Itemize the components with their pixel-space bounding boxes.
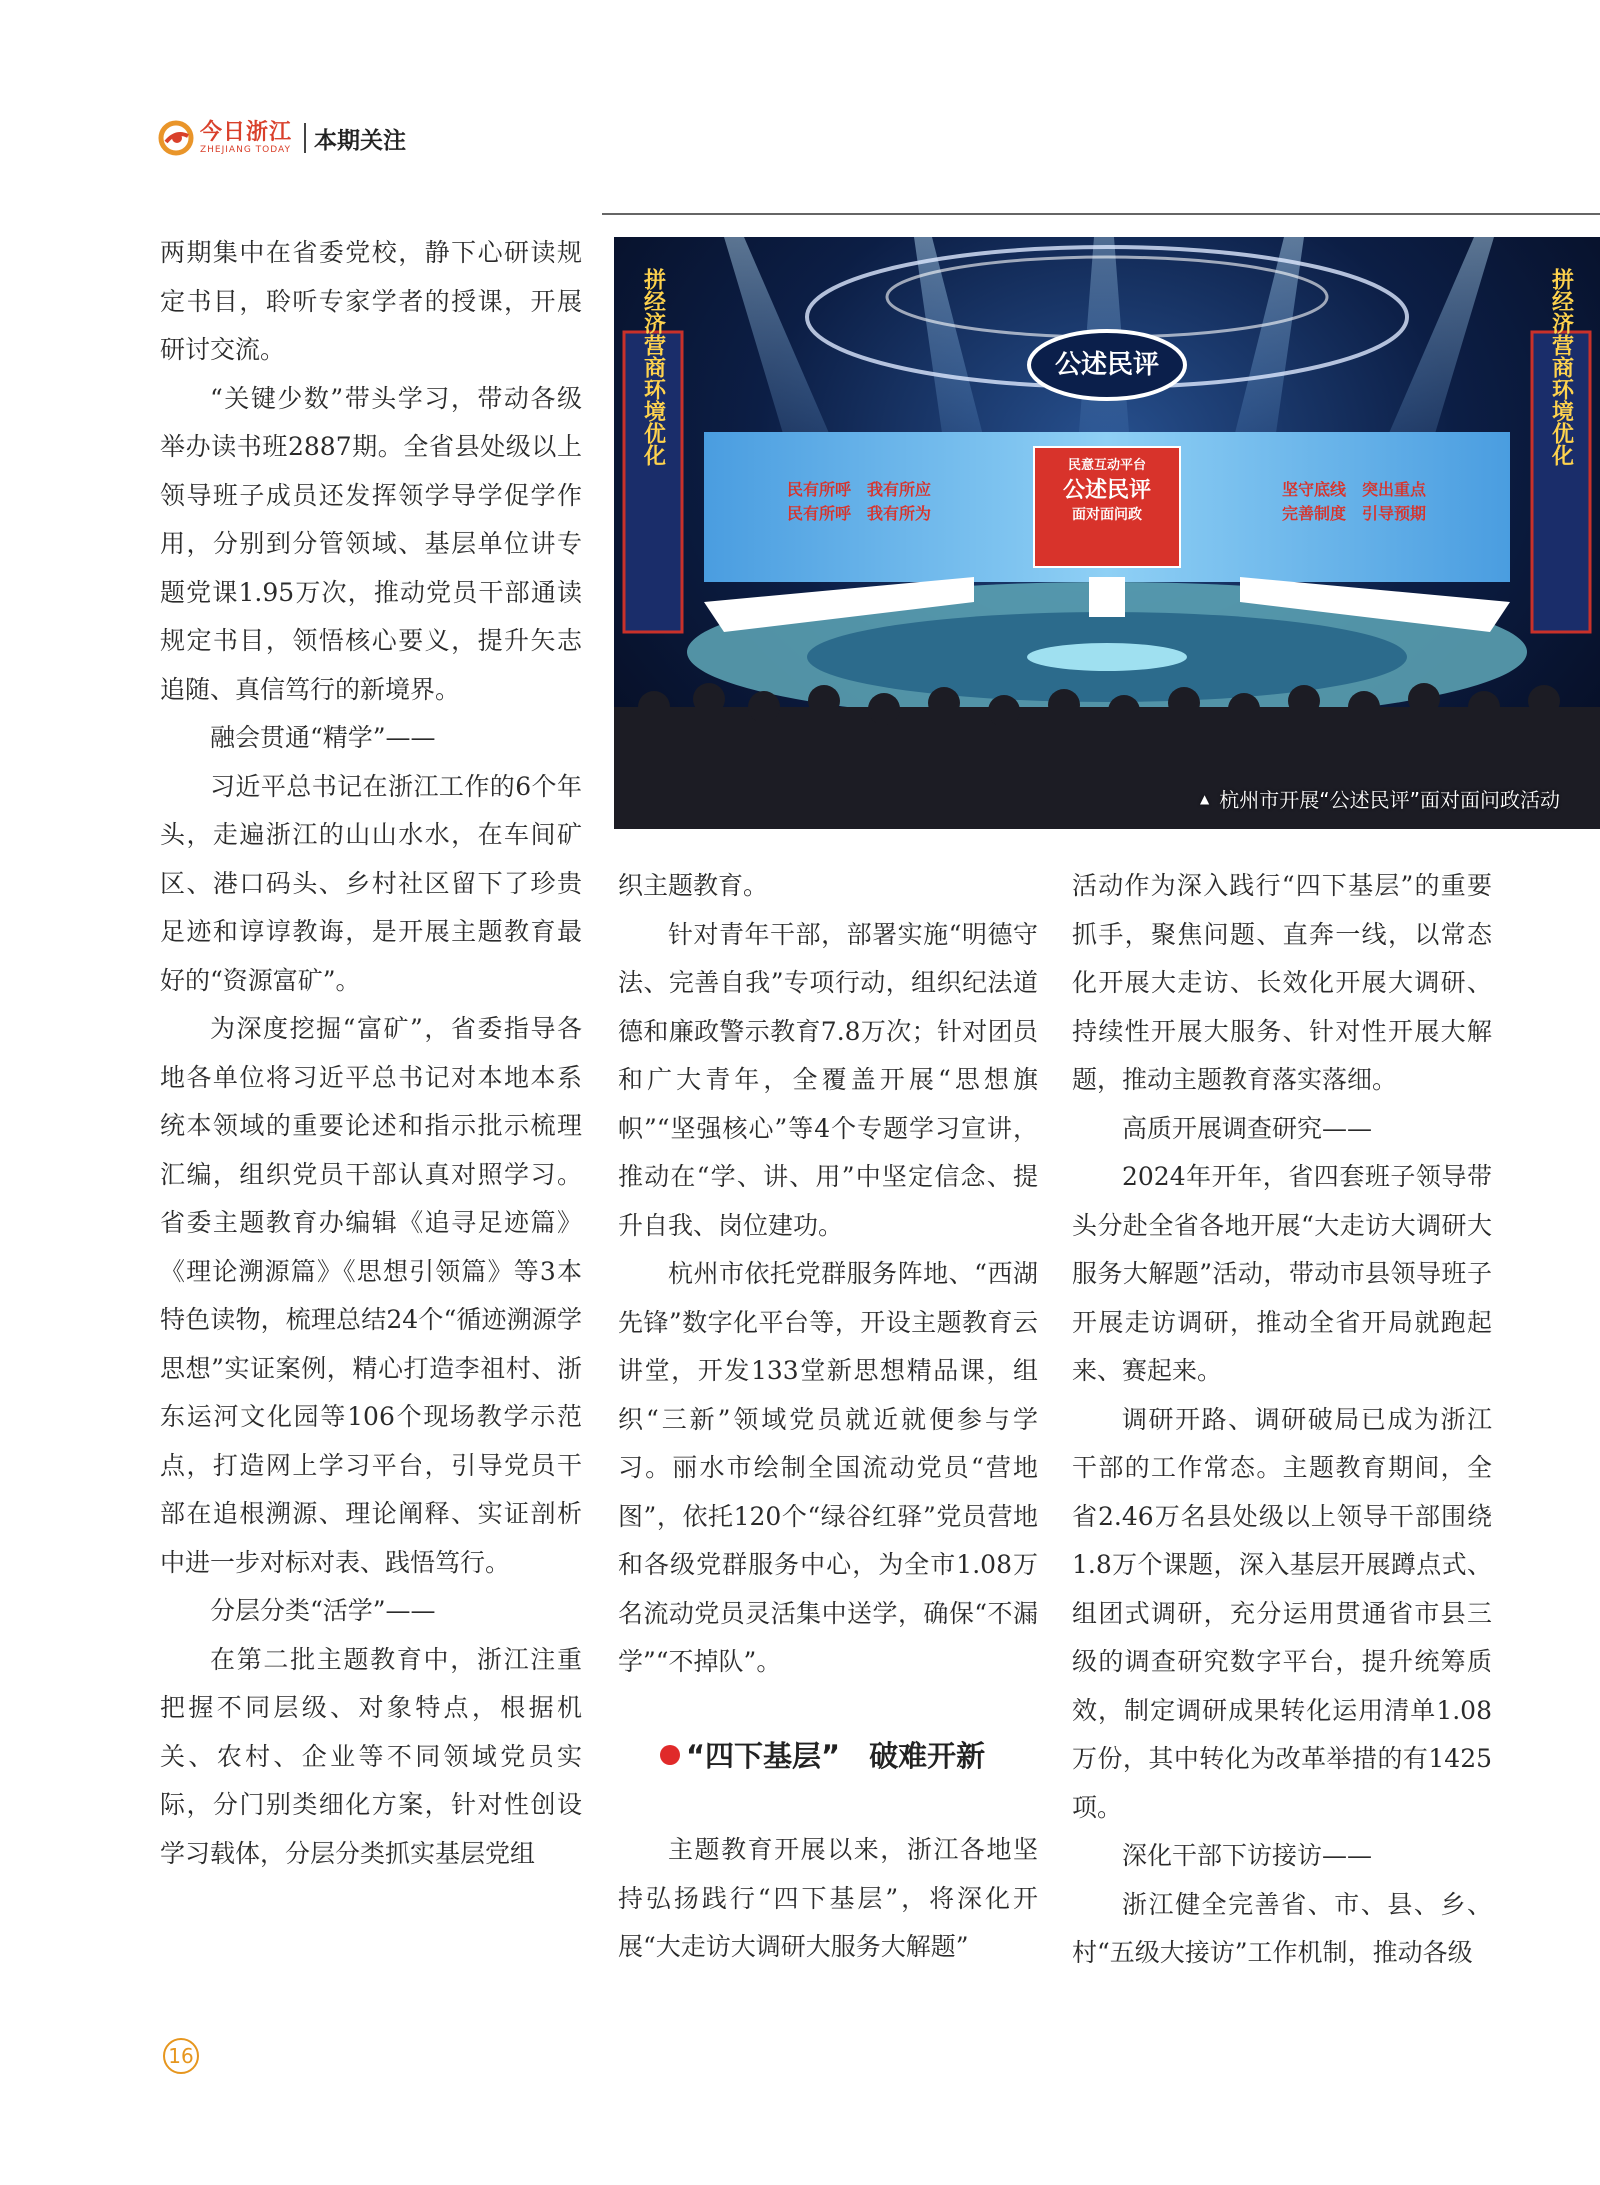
- screen-top-text: 民意互动平台: [1067, 458, 1147, 473]
- paragraph: 织主题教育。: [618, 871, 769, 900]
- pillar-left-text: 拼经济营商环境优化: [640, 268, 666, 466]
- screen-subtitle: 面对面问政: [1072, 507, 1142, 523]
- magazine-logo: [200, 119, 293, 155]
- logo-chinese: 今日浙江: [200, 119, 293, 145]
- heading-dot-icon: [660, 1745, 680, 1765]
- paragraph: 2024年开年，省四套班子领导带头分赴全省各地开展“大走访大调研大服务大解题”活动，带动市县领导班子开展走访调研，推动全省开局就跑起来、赛起来。: [1072, 1162, 1492, 1385]
- paragraph: 习近平总书记在浙江工作的6个年头，走遍浙江的山山水水，在车间矿区、港口码头、乡村社区留下了珍贵足迹和谆谆教诲，是开展主题教育最好的“资源富矿”。: [160, 771, 582, 995]
- middle-column-after-heading: [618, 1826, 1038, 1972]
- paragraph: 活动作为深入践行“四下基层”的重要抓手，聚焦问题、直奔一线，以常态化开展大走访、长效化开展大调研、持续性开展大服务、针对性开展大解题，推动主题教育落实落细。: [1072, 871, 1492, 1094]
- section-heading-text: “四下基层” 破难开新: [686, 1739, 986, 1773]
- screen-left-line-2: 民有所呼 我有所为: [786, 504, 932, 523]
- paragraph: 为深度挖掘“富矿”，省委指导各地各单位将习近平总书记对本地本系统本领域的重要论述和指示批示梳理汇编，组织党员干部认真对照学习。省委主题教育办编辑《追寻足迹篇》《理论溯源篇》《思想引领篇》等3本特色读物，梳理总结24个“循迹溯源学思想”实证案例，精心打造李祖村、浙东运河文化园等106个现场教学示范点，打造网上学习平台，引导党员干部在追根溯源、理论阐释、实证剖析中进一步对标对表、践悟笃行。: [160, 1014, 582, 1577]
- paragraph: 调研开路、调研破局已成为浙江干部的工作常态。主题教育期间，全省2.46万名县处级以上领导干部围绕1.8万个课题，深入基层开展蹲点式、组团式调研，充分运用贯通省市县三级的调查研究数字平台，提升统筹质效，制定调研成果转化运用清单1.08万份，其中转化为改革举措的有1425项。: [1072, 1404, 1492, 1822]
- pillar-right-text: 拼经济营商环境优化: [1548, 268, 1574, 466]
- screen-right-line-2: 完善制度 引导预期: [1281, 504, 1427, 523]
- magazine-header: [158, 118, 406, 158]
- right-column: [1072, 862, 1492, 1978]
- paragraph: 针对青年干部，部署实施“明德守法、完善自我”专项行动，组织纪法道德和廉政警示教育7.8万次；针对团员和广大青年，全覆盖开展“思想旗帜”“坚强核心”等4个专题学习宣讲，推动在“学、讲、用”中坚定信念、提升自我、岗位建功。: [618, 919, 1038, 1240]
- event-photo: [614, 237, 1600, 829]
- paragraph: 主题教育开展以来，浙江各地坚持弘扬践行“四下基层”，将深化开展“大走访大调研大服务大解题”: [618, 1835, 1038, 1961]
- middle-column: [618, 862, 1038, 1687]
- paragraph: 两期集中在省委党校，静下心研读规定书目，聆听专家学者的授课，开展研讨交流。: [160, 238, 582, 364]
- stage-badge: 公述民评: [1054, 350, 1160, 380]
- page-number: 16: [163, 2038, 199, 2074]
- magazine-logo-icon: [158, 120, 194, 156]
- paragraph: 杭州市依托党群服务阵地、“西湖先锋”数字化平台等，开设主题教育云讲堂，开发133堂新思想精品课，组织“三新”领域党员就近就便参与学习。丽水市绘制全国流动党员“营地图”，依托120个“绿谷红驿”党员营地和各级党群服务中心，为全市1.08万名流动党员灵活集中送学，确保“不漏学”“不掉队”。: [618, 1259, 1038, 1676]
- paragraph: 融会贯通“精学”——: [210, 723, 436, 752]
- left-column: [160, 229, 582, 1878]
- paragraph: 深化干部下访接访——: [1122, 1841, 1373, 1870]
- paragraph: 高质开展调查研究——: [1122, 1113, 1373, 1143]
- caption-bullet-icon: ▲: [1200, 791, 1210, 806]
- header-divider: [304, 123, 306, 153]
- photo-caption-text: 杭州市开展“公述民评”面对面问政活动: [1219, 788, 1560, 812]
- paragraph: 分层分类“活学”——: [210, 1596, 436, 1625]
- screen-left-line-1: 民有所呼 我有所应: [786, 480, 932, 499]
- screen-right-line-1: 坚守底线 突出重点: [1281, 480, 1427, 499]
- section-heading: [660, 1734, 985, 1775]
- photo-caption: [1200, 784, 1560, 813]
- logo-english: ZHEJIANG TODAY: [200, 144, 291, 155]
- paragraph: “关键少数”带头学习，带动各级举办读书班2887期。全省县处级以上领导班子成员还发挥领学导学促学作用，分别到分管领域、基层单位讲专题党课1.95万次，推动党员干部通读规定书目，领悟核心要义，提升矢志追随、真信笃行的新境界。: [160, 383, 582, 704]
- paragraph: 在第二批主题教育中，浙江注重把握不同层级、对象特点，根据机关、农村、企业等不同领域党员实际，分门别类细化方案，针对性创设学习载体，分层分类抓实基层党组: [160, 1644, 582, 1868]
- top-rule: [602, 213, 1600, 215]
- screen-title: 公述民评: [1062, 478, 1152, 503]
- paragraph: 浙江健全完善省、市、县、乡、村“五级大接访”工作机制，推动各级: [1072, 1889, 1492, 1967]
- stage-illustration: [614, 237, 1600, 829]
- section-title: 本期关注: [314, 127, 407, 154]
